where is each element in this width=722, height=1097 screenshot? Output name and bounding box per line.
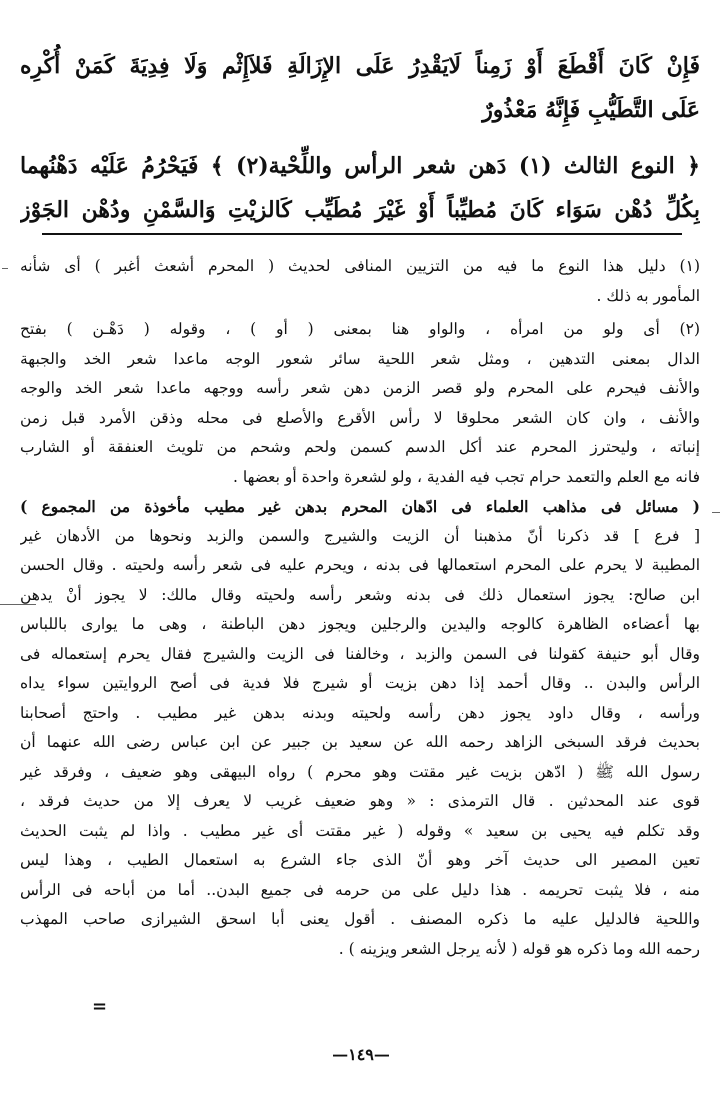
footnote-line: تعين المصير الى حديث آخر وهو أنّ الذى جاء الشرع به استعمال الطيب ، وهذا ليس: [20, 851, 700, 869]
main-paragraph: [20, 144, 700, 232]
footnote-line: الدال بمعنى التدهين ، ومثل شعر اللحية سائر شعور الوجه ماعدا شعر الخد والجبهة: [20, 349, 700, 368]
heading-line: ( مسائل فى مذاهب العلماء فى ادّهان المحرم بدهن غير مطيب مأخوذة من المجموع ): [20, 497, 700, 516]
main-text-line: عَلَى التَّطَيُّبِ فَإِنَّهُ مَعْذُورٌ: [482, 97, 700, 123]
main-text-line: فَإِنْ كَانَ أَقْطَعَ أَوْ زَمِناً لَايَقْدِرُ عَلَى الإِزَالَةِ فَلاَإِثْم وَلَا فِدِيَةَ كَمَنْ أُكْرِه: [20, 53, 700, 79]
footnote-line: إنباته ، وليحترز المحرم عند أكل الدسم كسمن ولحم وشحم من تلويث العنفقة أو الشارب: [20, 438, 700, 456]
footnote-line: والأنف فيحرم على المحرم ولو قصر الزمن دهن شعر رأسه ووجهه ماعدا شعر الخد والوجه: [20, 379, 700, 397]
footnote-line: قوى عند المحدثين . قال الترمذى : « وهو ضعيف غريب لا يعرف إلا من حديث فرقد ،: [20, 792, 700, 810]
margin-mark: [712, 512, 720, 513]
margin-mark: [0, 604, 36, 605]
footnote-line: وقال أبو حنيفة كقولنا فى السمن والزبد ، وخالفنا فى الزيت والشيرج فقال يحرم إستعماله فى: [20, 644, 700, 663]
footnote-line: الرأس والبدن .. وقال أحمد إذا دهن بزيت أو شيرج فلا فدية فى أصح الروايتين سواء يداه: [20, 674, 700, 692]
footnote-line: (٢) أى ولو من امرأه ، والواو هنا بمعنى ( أو ) ، وقوله ( دَهْـن ) بفتح: [20, 320, 700, 338]
footnote-line: ابن صالح: يجوز استعمال ذلك فى بدنه وشعر رأسه ولحيته وقال مالك: لا يجوز أنْ يدهن: [20, 585, 700, 604]
footnote-line: بحديث فرقد السبخى الزاهد رحمه الله عن سعيد بن جبير عن ابن عباس رضى الله عنهما أن: [20, 733, 700, 751]
main-paragraph: [20, 44, 700, 132]
footnote-line: منه ، فلا يثبت تحريمه . هذا دليل على من حرمه فى جميع البدن.. أما من أباحه فى الرأس: [20, 880, 700, 899]
footnote-line: فانه مع العلم والتعمد حرام تجب فيه الفدية ، ولو لشعرة واحدة أو بعضها .: [233, 467, 700, 486]
section-heading: [20, 492, 700, 522]
footnote-line: ورأسه ، وقال داود يجوز دهن رأسه ولحيته وبدنه بدهن غير مطيب . واحتج أصحابنا: [20, 703, 700, 722]
footnote-line: رحمه الله وما ذكره هو قوله ( لأنه يرجل الشعر ويزينه ) .: [338, 939, 700, 958]
main-text-block: [20, 44, 700, 232]
footnote-line: والأنف ، وان كان الشعر محلوقا لا رأس الأقرع والأصلع فى محله وذقن الأمرد قبل زمن: [20, 408, 700, 427]
footnotes-block: [20, 252, 700, 964]
footnote-line: واللحية فالدليل عليه ما ذكره المصنف . أقول يعنى أبا اسحق الشيرازى صاحب المهذب: [20, 910, 700, 928]
margin-mark: [2, 268, 8, 269]
end-mark: =: [92, 996, 108, 1017]
branch-discussion: [20, 522, 700, 965]
footnote-line: بها أعضاءه الظاهرة كالوجه واليدين والرجلين ويجوز دهن الباطنة ، وهى ما يوارى باللباس: [20, 615, 700, 633]
footnote-2: [20, 315, 700, 492]
page-number: —١٤٩—: [332, 1045, 390, 1064]
footnote-line: وقد تكلم فيه يحيى بن سعيد » وقوله ( غير مقتت أى غير مطيب . واذا لم يثبت الحديث: [20, 821, 700, 840]
main-text-line: بِكُلِّ دُهْن سَوَاء كَانَ مُطيِّباً أَوْ غَيْرَ مُطَيِّب كَالزيْتِ وَالسَّمْنِ ودُهْن الجَوْز: [20, 197, 700, 223]
footnote-line: المأمور به ذلك .: [596, 286, 700, 305]
footnote-line: [ فرع ] قد ذكرنا أنّ مذهبنا أن الزيت والشيرج والسمن والزبد ونحوها من الأدهان غير: [20, 526, 700, 545]
footnote-line: (١) دليل هذا النوع ما فيه من التزيين المنافى لحديث ( المحرم أشعث أغبر ) أى شأنه: [20, 257, 700, 275]
footnote-1: [20, 252, 700, 311]
footnote-line: رسول الله ﷺ ( ادّهن بزيت غير مقتت وهو محرم ) رواه البيهقى وهو ضعيف ، وفرقد غير: [20, 762, 700, 781]
footnote-separator-rule: [42, 233, 682, 235]
footnote-line: المطيبة لا يحرم على المحرم استعمالها فى بدنه ، ويحرم عليه فى شعر رأسه ولحيته . وقال الحسن: [20, 556, 700, 574]
main-text-line: ﴿ النوع الثالث (١) دَهن شعر الرأس واللِّحْية(٢) ﴾ فَيَحْرُمُ عَلَيْه دَهْنُهما: [20, 153, 700, 179]
